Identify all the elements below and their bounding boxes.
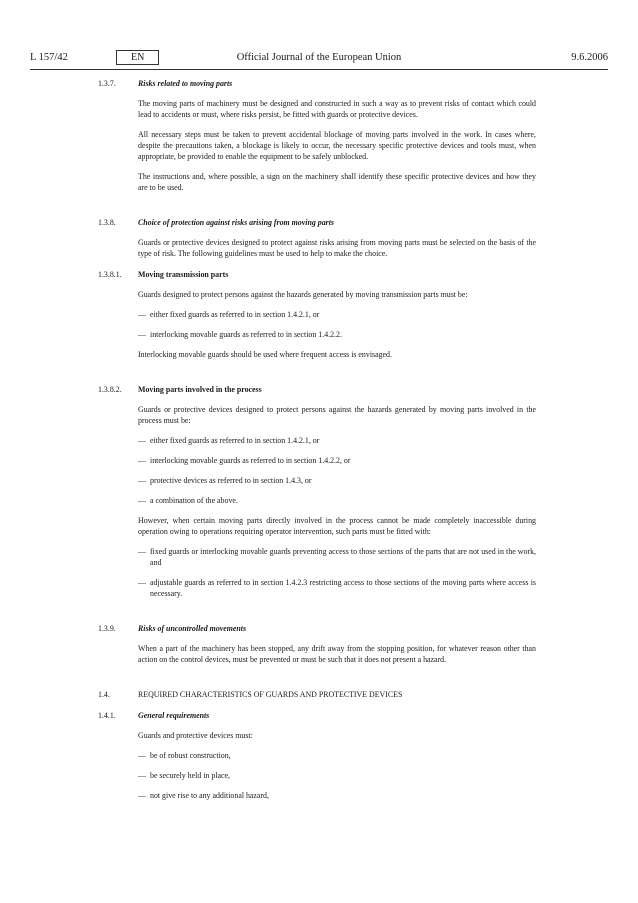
page-header	[30, 50, 608, 68]
paragraph: The moving parts of machinery must be designed and constructed in such a way as to prevent risks of contact which could lead to accidents or must, where risks persist, be fitted with guards or protective devices.	[138, 99, 536, 119]
section-number: 1.3.8.1.	[98, 270, 122, 279]
section-title: REQUIRED CHARACTERISTICS OF GUARDS AND PROTECTIVE DEVICES	[138, 690, 403, 699]
section-heading	[0, 623, 638, 634]
list-item: — protective devices as referred to in section 1.4.3, or	[138, 476, 312, 485]
section-title: Risks related to moving parts	[138, 79, 233, 88]
dash-marker: —	[138, 310, 146, 319]
paragraph: Guards and protective devices must:	[138, 731, 253, 740]
paragraph: The instructions and, where possible, a sign on the machinery shall identify these specific protective devices and how they are to be used.	[138, 172, 536, 192]
dash-marker: —	[138, 496, 146, 505]
document-body	[0, 78, 638, 801]
list-item: — fixed guards or interlocking movable guards preventing access to those sections of the parts that are not used in the work, and	[138, 547, 536, 567]
section-number: 1.4.1.	[98, 711, 116, 720]
section-title: Moving transmission parts	[138, 270, 229, 279]
paragraph: Guards or protective devices designed to protect persons against the hazards generated by moving parts involved in the process must be:	[138, 405, 536, 425]
section-heading	[0, 384, 638, 395]
list-item: — adjustable guards as referred to in section 1.4.2.3 restricting access to those sections of the moving parts where access is necessary.	[138, 578, 536, 598]
section-title: Moving parts involved in the process	[138, 385, 262, 394]
dash-marker: —	[138, 476, 146, 485]
section-title: Choice of protection against risks arising from moving parts	[138, 218, 334, 227]
dash-marker: —	[138, 751, 146, 760]
dash-marker: —	[138, 578, 146, 587]
paragraph: Guards or protective devices designed to protect against risks arising from moving parts must be selected on the basis of the type of risk. The following guidelines must be used to help to make the choice.	[138, 238, 536, 258]
section-title: General requirements	[138, 711, 210, 720]
dash-marker: —	[138, 456, 146, 465]
section-number: 1.3.8.	[98, 218, 116, 227]
list-item: — interlocking movable guards as referred to in section 1.4.2.2.	[138, 330, 342, 339]
paragraph: When a part of the machinery has been stopped, any drift away from the stopping position, for whatever reason other than action on the control devices, must be prevented or must be such that it does not present a hazard.	[138, 644, 536, 664]
list-item: — be of robust construction,	[138, 751, 231, 760]
list-item: — either fixed guards as referred to in section 1.4.2.1, or	[138, 436, 320, 445]
paragraph: However, when certain moving parts directly involved in the process cannot be made completely inaccessible during operation owing to operations requiring operator intervention, such parts must be fitted with:	[138, 516, 536, 536]
paragraph: All necessary steps must be taken to prevent accidental blockage of moving parts involved in the work. In cases where, despite the precautions taken, a blockage is likely to occur, the necessary specific protective devices and tools must, when appropriate, be provided to enable the equipment to be safely unblocked.	[138, 130, 536, 161]
dash-marker: —	[138, 791, 146, 800]
list-item: — interlocking movable guards as referred to in section 1.4.2.2, or	[138, 456, 351, 465]
list-item: — a combination of the above.	[138, 496, 238, 505]
section-heading	[0, 689, 638, 700]
dash-marker: —	[138, 771, 146, 780]
section-title: Risks of uncontrolled movements	[138, 624, 247, 633]
dash-marker: —	[138, 436, 146, 445]
list-item: — be securely held in place,	[138, 771, 230, 780]
section-heading	[0, 78, 638, 89]
language-badge: EN	[116, 50, 159, 65]
section-heading	[0, 710, 638, 721]
dash-marker: —	[138, 330, 146, 339]
paragraph: Guards designed to protect persons against the hazards generated by moving transmission parts must be:	[138, 290, 468, 299]
dash-marker: —	[138, 547, 146, 556]
paragraph: Interlocking movable guards should be used where frequent access is envisaged.	[138, 350, 392, 359]
page-reference: L 157/42	[30, 52, 68, 63]
list-item: — either fixed guards as referred to in section 1.4.2.1, or	[138, 310, 320, 319]
section-number: 1.3.8.2.	[98, 385, 122, 394]
header-rule	[30, 69, 608, 70]
section-heading	[0, 269, 638, 280]
publication-date: 9.6.2006	[571, 52, 608, 63]
section-heading	[0, 217, 638, 228]
list-item: — not give rise to any additional hazard,	[138, 791, 269, 800]
section-number: 1.3.9.	[98, 624, 116, 633]
section-number: 1.4.	[98, 690, 110, 699]
journal-title: Official Journal of the European Union	[236, 52, 402, 63]
section-number: 1.3.7.	[98, 79, 116, 88]
